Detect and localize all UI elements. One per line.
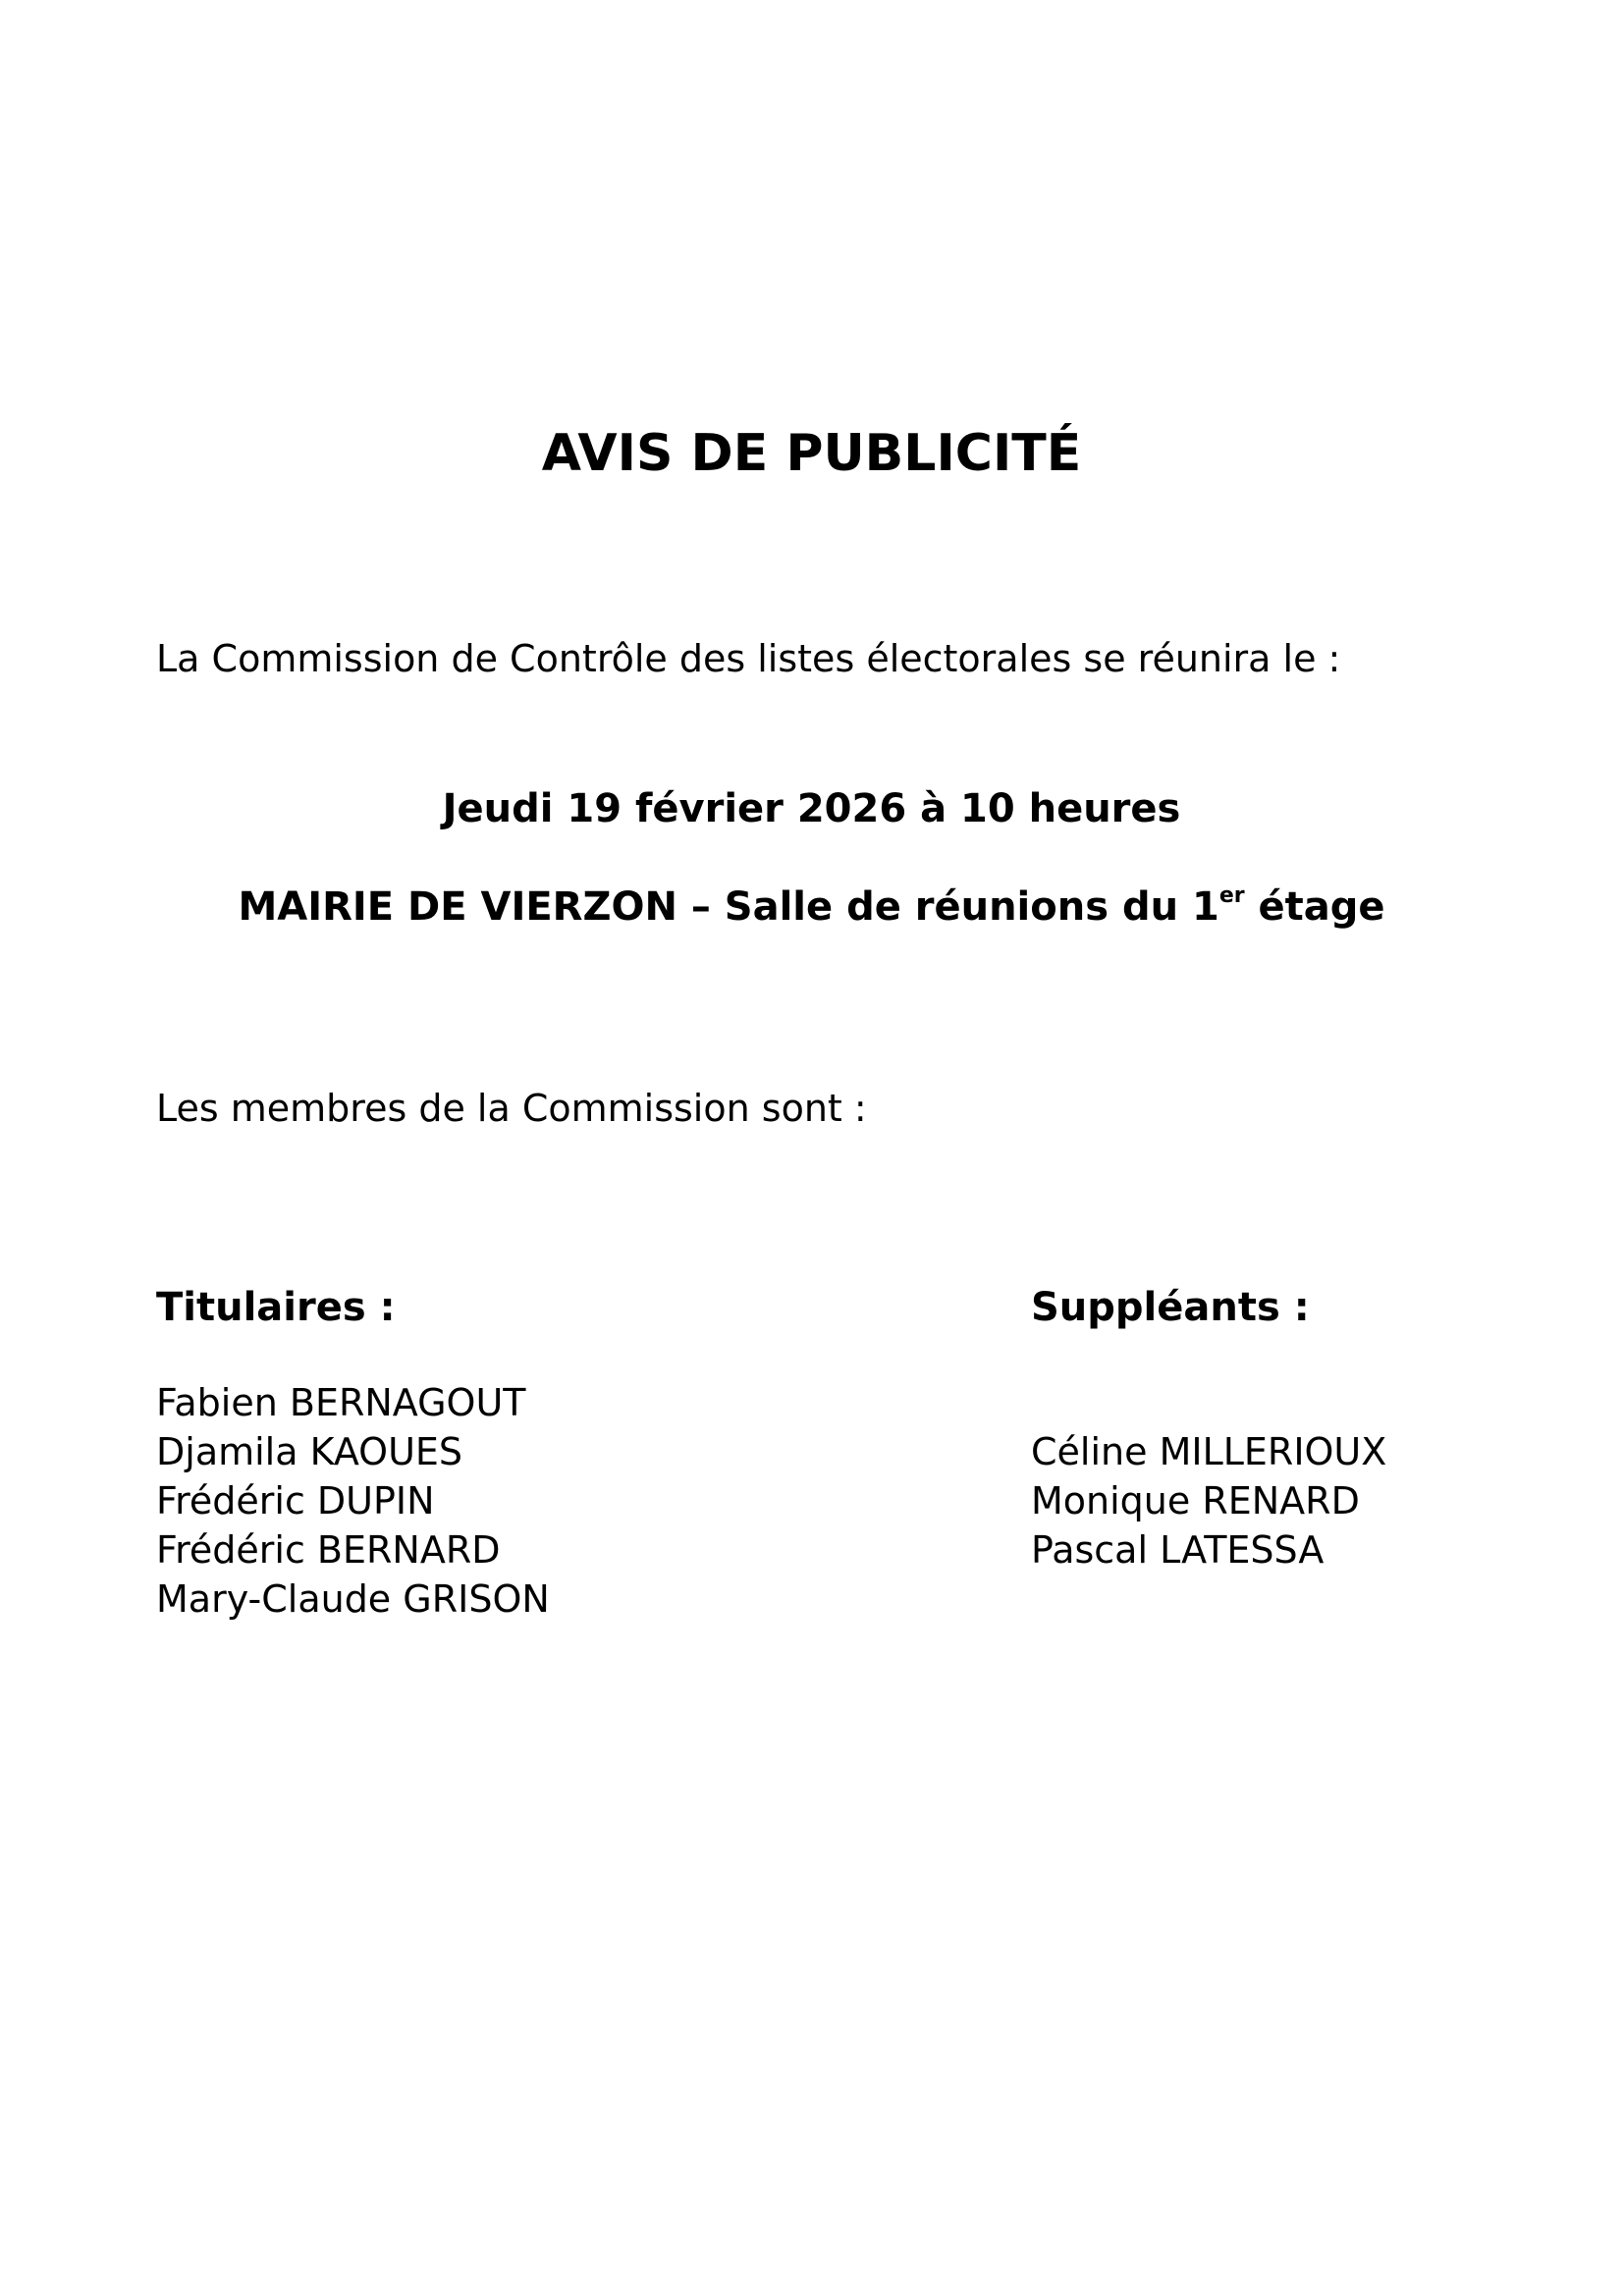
list-item: Pascal LATESSA bbox=[1031, 1528, 1325, 1572]
list-item: Mary-Claude GRISON bbox=[156, 1577, 550, 1621]
document-title: AVIS DE PUBLICITÉ bbox=[541, 424, 1082, 483]
list-item: Djamila KAOUES bbox=[156, 1430, 463, 1473]
suppleants-heading: Suppléants : bbox=[1031, 1285, 1310, 1330]
meeting-place-ordinal: er bbox=[1218, 882, 1245, 908]
list-item: Monique RENARD bbox=[1031, 1479, 1360, 1522]
titulaires-column bbox=[156, 1282, 550, 1624]
meeting-place bbox=[0, 881, 1623, 933]
meeting-date: Jeudi 19 février 2026 à 10 heures bbox=[442, 786, 1181, 831]
list-item: Céline MILLERIOUX bbox=[1031, 1430, 1387, 1473]
list-item: Frédéric DUPIN bbox=[156, 1479, 435, 1522]
meeting-place-end: étage bbox=[1244, 884, 1385, 930]
members-intro-text: Les membres de la Commission sont : bbox=[156, 1087, 867, 1130]
intro-text: La Commission de Contrôle des listes électorales se réunira le : bbox=[156, 637, 1341, 680]
meeting-place-main: MAIRIE DE VIERZON – Salle de réunions du 1 bbox=[238, 884, 1219, 930]
titulaires-list bbox=[156, 1378, 550, 1624]
suppleants-list bbox=[1031, 1427, 1386, 1575]
titulaires-heading: Titulaires : bbox=[156, 1285, 396, 1330]
list-item: Fabien BERNAGOUT bbox=[156, 1381, 526, 1424]
suppleants-column bbox=[1031, 1282, 1386, 1575]
list-item: Frédéric BERNARD bbox=[156, 1528, 501, 1572]
